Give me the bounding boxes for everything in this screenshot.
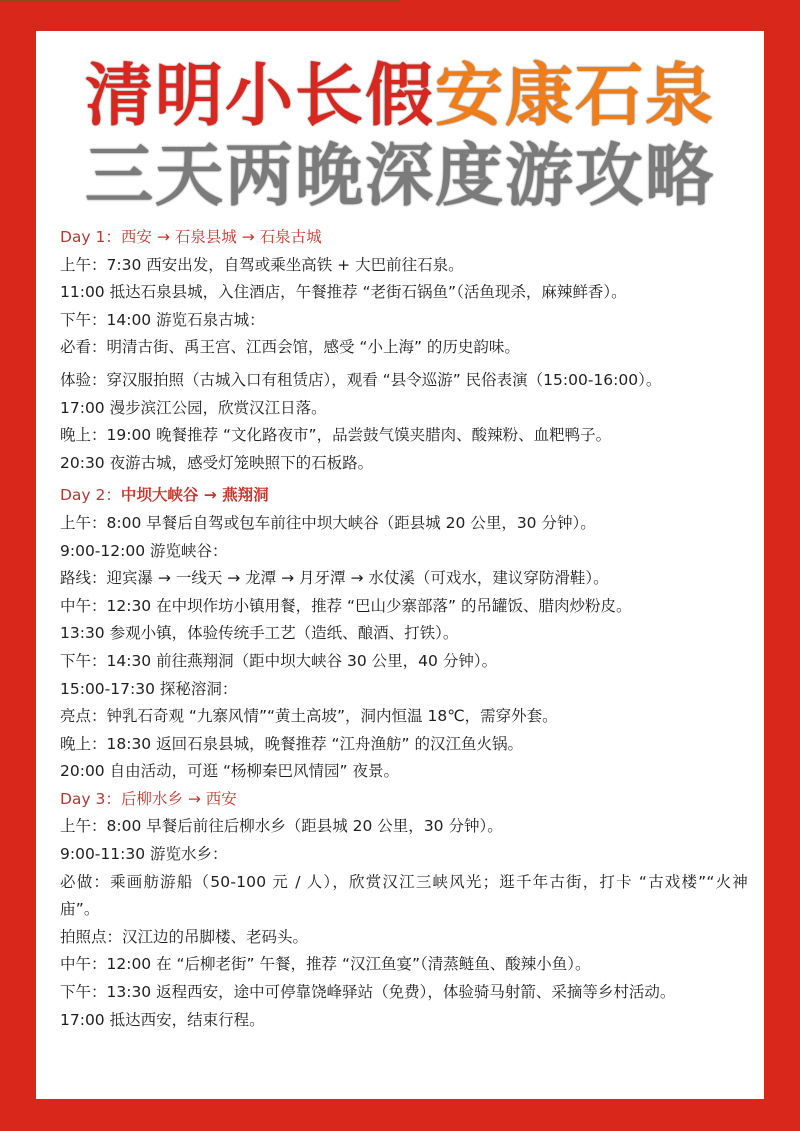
day-1-header <box>60 224 750 252</box>
day-route: 后柳水乡 → 西安 <box>120 789 237 808</box>
itinerary-line: 20:00 自由活动，可逛 “杨柳秦巴风情园” 夜景。 <box>60 762 400 781</box>
itinerary-line: 13:30 参观小镇，体验传统手工艺（造纸、酿酒、打铁）。 <box>60 624 459 643</box>
day-route: 中坝大峡谷 → 燕翔洞 <box>120 486 269 505</box>
poster-title-line-2: 三天两晚深度游攻略 <box>84 137 715 216</box>
itinerary-line: 11:00 抵达石泉县城，入住酒店，午餐推荐 “老街石锅鱼”（活鱼现杀，麻辣鲜香）。 <box>60 283 627 302</box>
day-label: Day 1： <box>60 228 121 246</box>
poster-sheet <box>36 31 764 1099</box>
itinerary-line: 17:00 漫步滨江公园，欣赏汉江日落。 <box>60 398 327 417</box>
itinerary-line: 9:00-12:00 游览峡谷： <box>60 541 228 560</box>
day-3-header <box>60 786 750 814</box>
title-holiday-text: 清明小长假 <box>84 57 435 136</box>
day-route: 西安 → 石泉县城 → 石泉古城 <box>120 228 322 246</box>
itinerary-line: 必看：明清古街、禹王宫、江西会馆，感受 “小上海” 的历史韵味。 <box>60 338 520 357</box>
title-destination-text: 安康石泉 <box>435 57 716 136</box>
itinerary-line: 9:00-11:30 游览水乡： <box>60 845 228 864</box>
itinerary-line: 下午：14:00 游览石泉古城： <box>60 310 265 329</box>
itinerary-line: 中午：12:00 在 “后柳老街” 午餐，推荐 “汉江鱼宴”（清蒸鲢鱼、酸辣小鱼）。 <box>60 955 591 974</box>
itinerary-line: 下午：13:30 返程西安，途中可停靠饶峰驿站（免费），体验骑马射箭、采摘等乡村活动。 <box>60 983 676 1002</box>
top-edge-strip <box>0 0 400 2</box>
itinerary-line: 体验：穿汉服拍照（古城入口有租赁店），观看 “县令巡游” 民俗表演（15:00-16:00）。 <box>60 370 662 389</box>
itinerary-line: 下午：14:30 前往燕翔洞（距中坝大峡谷 30 公里，40 分钟）。 <box>60 651 498 670</box>
itinerary-line: 亮点：钟乳石奇观 “九寨风情”“黄土高坡”，洞内恒温 18℃，需穿外套。 <box>60 707 558 726</box>
day-label: Day 2： <box>60 486 121 505</box>
day-label: Day 3： <box>60 789 121 808</box>
day-2-header <box>60 482 750 510</box>
itinerary-line: 上午：8:00 早餐后自驾或包车前往中坝大峡谷（距县城 20 公里，30 分钟）。 <box>60 513 596 532</box>
itinerary-line: 上午：7:30 西安出发，自驾或乘坐高铁 + 大巴前往石泉。 <box>60 255 464 274</box>
itinerary-line: 路线：迎宾瀑 → 一线天 → 龙潭 → 月牙潭 → 水仗溪（可戏水，建议穿防滑鞋）。 <box>60 569 609 588</box>
itinerary-line: 必做：乘画舫游船（50-100 元 / 人），欣赏汉江三峡风光；逛千年古街，打卡 “古戏楼”“火神庙”。 <box>60 872 748 919</box>
itinerary <box>60 224 750 1034</box>
itinerary-line: 17:00 抵达西安，结束行程。 <box>60 1010 265 1029</box>
poster-title-line-1 <box>36 59 764 135</box>
itinerary-line: 晚上：18:30 返回石泉县城，晚餐推荐 “江舟渔舫” 的汉江鱼火锅。 <box>60 734 524 753</box>
itinerary-line: 15:00-17:30 探秘溶洞： <box>60 679 238 698</box>
itinerary-line: 中午：12:30 在中坝作坊小镇用餐，推荐 “巴山少寨部落” 的吊罐饭、腊肉炒粉皮。 <box>60 596 632 615</box>
itinerary-line: 上午：8:00 早餐后前往后柳水乡（距县城 20 公里，30 分钟）。 <box>60 817 503 836</box>
itinerary-line: 20:30 夜游古城，感受灯笼映照下的石板路。 <box>60 453 374 472</box>
itinerary-line: 拍照点：汉江边的吊脚楼、老码头。 <box>60 927 309 946</box>
itinerary-line: 晚上：19:00 晚餐推荐 “文化路夜市”，品尝鼓气馍夹腊肉、酸辣粉、血粑鸭子。 <box>60 426 612 445</box>
